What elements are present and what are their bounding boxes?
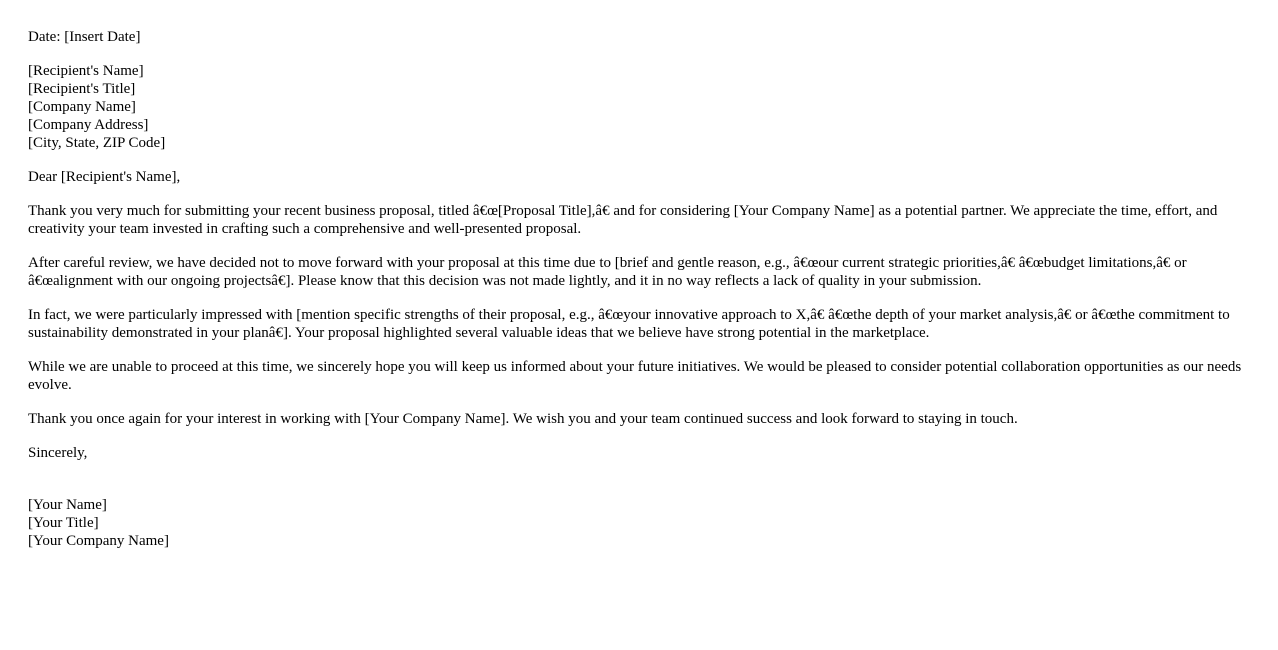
date-line: [28, 28, 1248, 46]
body-paragraph-5: Thank you once again for your interest in working with [Your Company Name]. We wish you and your team continued success and look forward to staying in touch.: [28, 411, 1018, 427]
recipient-city-state-zip: [City, State, ZIP Code]: [28, 135, 166, 151]
body-paragraph-1: Thank you very much for submitting your recent business proposal, titled â€œ[Proposal Title],â€ and for considering [Your Company Name] as a potential partner. We appreciate the time, effort, and creativity your team invested in crafting such a comprehensive and well-presented proposal.: [28, 203, 1218, 237]
signature-spacer: [28, 478, 1248, 496]
letter-document: [28, 28, 1248, 566]
recipient-address-block: [28, 62, 1248, 152]
body-paragraph-3: In fact, we were particularly impressed with [mention specific strengths of their proposal, e.g., â€œyour innovative approach to X,â€ â€œthe depth of your market analysis,â€ or â€œthe commitment to sustainability demonstrated in your planâ€]. Your proposal highlighted several valuable ideas that we believe have strong potential in the marketplace.: [28, 307, 1230, 341]
sender-name: [Your Name]: [28, 497, 107, 513]
recipient-name: [Recipient's Name]: [28, 63, 144, 79]
recipient-title: [Recipient's Title]: [28, 81, 136, 97]
body-paragraph-2: After careful review, we have decided not to move forward with your proposal at this time due to [brief and gentle reason, e.g., â€œour current strategic priorities,â€ â€œbudget limitations,â€ or â€œalignment with our ongoing projectsâ€]. Please know that this decision was not made lightly, and it in no way reflects a lack of quality in your submission.: [28, 255, 1187, 289]
salutation: Dear [Recipient's Name],: [28, 169, 181, 185]
sender-title: [Your Title]: [28, 515, 99, 531]
sender-company: [Your Company Name]: [28, 533, 169, 549]
recipient-address: [Company Address]: [28, 117, 149, 133]
recipient-company: [Company Name]: [28, 99, 136, 115]
date-text: Date: [Insert Date]: [28, 29, 141, 45]
closing: Sincerely,: [28, 445, 88, 461]
body-paragraph-4: While we are unable to proceed at this time, we sincerely hope you will keep us informed about your future initiatives. We would be pleased to consider potential collaboration opportunities as our needs evolve.: [28, 359, 1242, 393]
signature-block: [28, 496, 1248, 550]
